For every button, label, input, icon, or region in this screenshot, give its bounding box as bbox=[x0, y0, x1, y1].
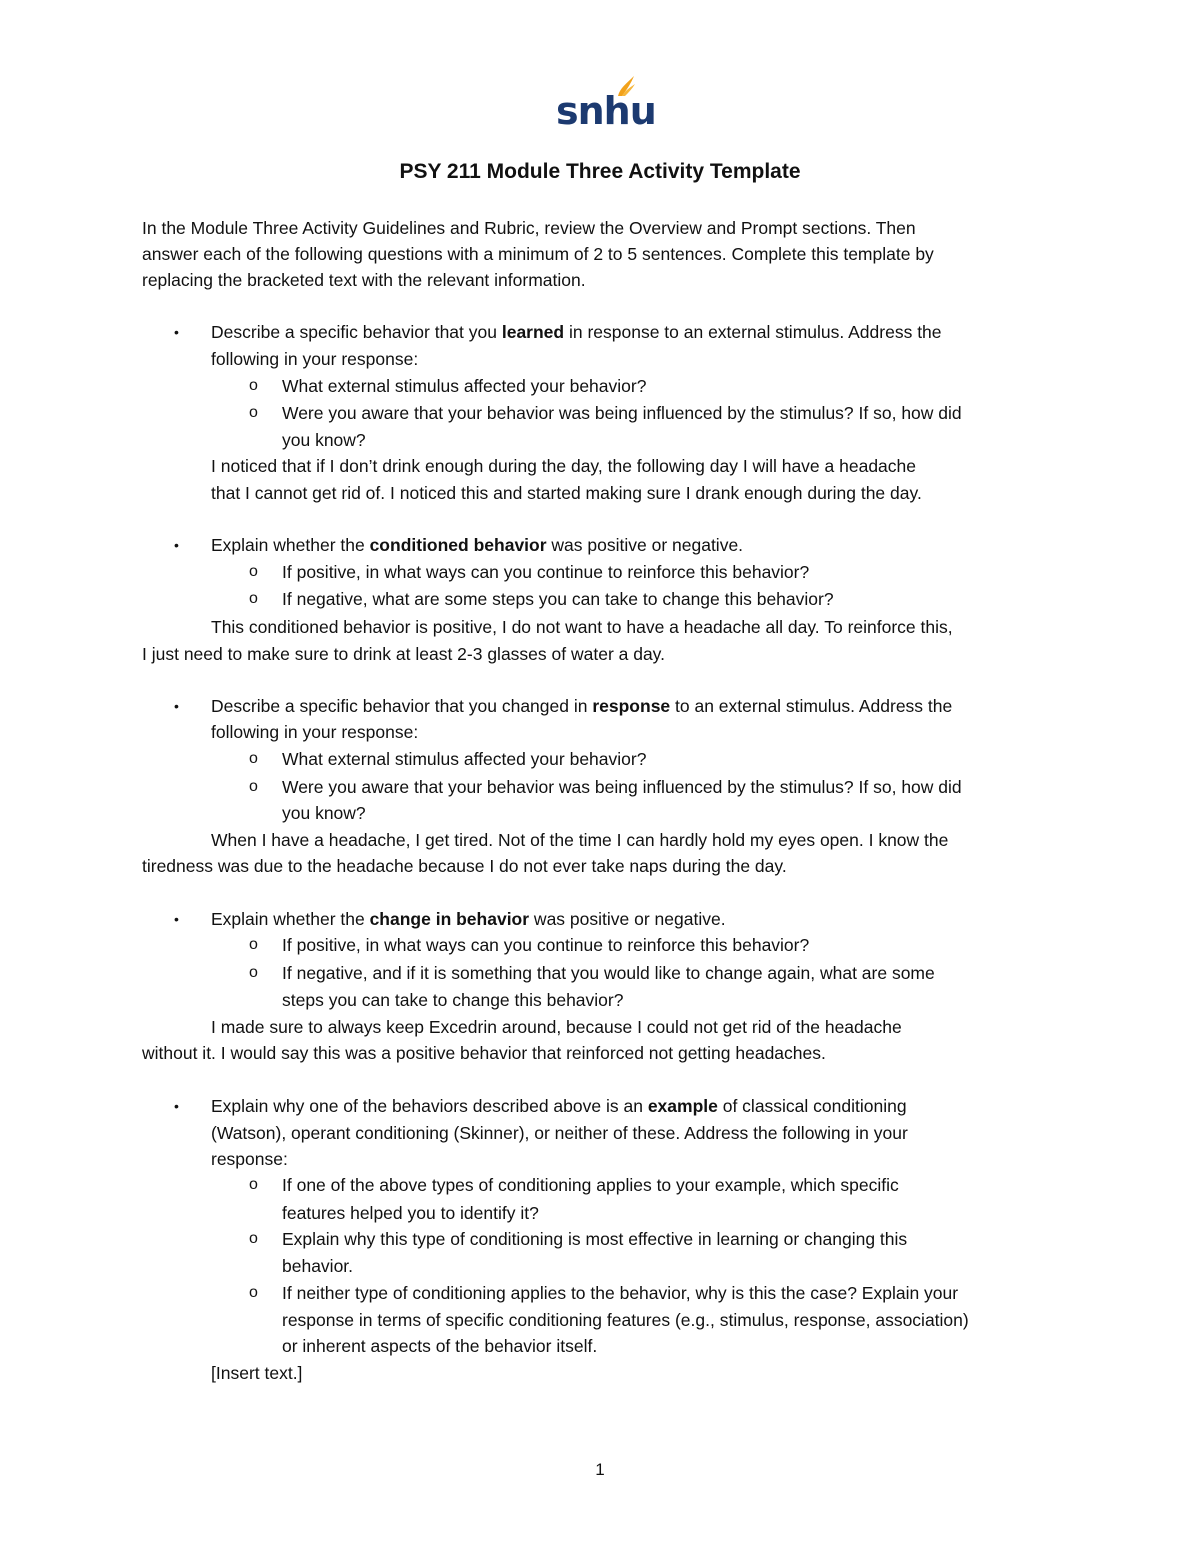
section2-answer-line-2: I just need to make sure to drink at least 2-3 glasses of water a day. bbox=[142, 644, 666, 664]
section5-prompt-line-2: (Watson), operant conditioning (Skinner), or neither of these. Address the following in your bbox=[211, 1123, 908, 1143]
bullet-icon: • bbox=[174, 1098, 179, 1114]
section4-sub-2: If negative, and if it is something that you would like to change again, what are some bbox=[282, 963, 935, 983]
section3-prompt: Describe a specific behavior that you changed in response to an external stimulus. Address the bbox=[211, 696, 953, 716]
section2-sub-1: If positive, in what ways can you continue to reinforce this behavior? bbox=[282, 562, 810, 582]
sub-bullet-marker: o bbox=[249, 778, 258, 795]
section5-answer-placeholder[interactable]: [Insert text.] bbox=[211, 1363, 303, 1383]
sub-bullet-marker: o bbox=[249, 563, 258, 580]
intro-line-3: replacing the bracketed text with the relevant information. bbox=[142, 270, 586, 290]
sub-bullet-marker: o bbox=[249, 750, 258, 767]
section3-sub-2-cont: you know? bbox=[282, 803, 366, 823]
snhu-logo bbox=[556, 74, 656, 134]
section1-answer-line-2: that I cannot get rid of. I noticed this and started making sure I drank enough during the day. bbox=[211, 483, 922, 503]
section4-prompt: Explain whether the change in behavior was positive or negative. bbox=[211, 909, 726, 929]
section5-prompt-line-3: response: bbox=[211, 1149, 288, 1169]
logo-text: snhu bbox=[556, 89, 656, 133]
section2-prompt: Explain whether the conditioned behavior was positive or negative. bbox=[211, 535, 744, 555]
section1-sub-2-cont: you know? bbox=[282, 430, 366, 450]
section3-prompt-line-2: following in your response: bbox=[211, 722, 419, 742]
section4-answer-line-2: without it. I would say this was a positive behavior that reinforced not getting headaches. bbox=[142, 1043, 826, 1063]
document-title: PSY 211 Module Three Activity Template bbox=[399, 160, 801, 183]
section4-answer-line-1: I made sure to always keep Excedrin around, because I could not get rid of the headache bbox=[211, 1017, 902, 1037]
section4-sub-2-cont: steps you can take to change this behavior? bbox=[282, 990, 624, 1010]
section2-keyword: conditioned behavior bbox=[369, 535, 547, 555]
section1-prompt: Describe a specific behavior that you learned in response to an external stimulus. Address the bbox=[211, 322, 942, 342]
section5-sub-1: If one of the above types of conditioning applies to your example, which specific bbox=[282, 1175, 899, 1195]
section5-sub-1-cont: features helped you to identify it? bbox=[282, 1203, 539, 1223]
bullet-icon: • bbox=[174, 698, 179, 714]
bullet-icon: • bbox=[174, 537, 179, 553]
section5-sub-2-cont: behavior. bbox=[282, 1256, 354, 1276]
section1-sub-1: What external stimulus affected your behavior? bbox=[282, 376, 647, 396]
section1-sub-2: Were you aware that your behavior was being influenced by the stimulus? If so, how did bbox=[282, 403, 962, 423]
sub-bullet-marker: o bbox=[249, 1176, 258, 1193]
sub-bullet-marker: o bbox=[249, 377, 258, 394]
section2-answer-line-1: This conditioned behavior is positive, I do not want to have a headache all day. To reinforce this, bbox=[211, 617, 953, 637]
section3-sub-1: What external stimulus affected your behavior? bbox=[282, 749, 647, 769]
section1-answer-line-1: I noticed that if I don’t drink enough during the day, the following day I will have a headache bbox=[211, 456, 916, 476]
section5-sub-3: If neither type of conditioning applies to the behavior, why is this the case? Explain your bbox=[282, 1283, 959, 1303]
intro-line-1: In the Module Three Activity Guidelines and Rubric, review the Overview and Prompt sections. Then bbox=[142, 218, 916, 238]
section3-keyword: response bbox=[592, 696, 671, 716]
bullet-icon: • bbox=[174, 911, 179, 927]
sub-bullet-marker: o bbox=[249, 1284, 258, 1301]
section3-answer-line-1: When I have a headache, I get tired. Not of the time I can hardly hold my eyes open. I know the bbox=[211, 830, 949, 850]
sub-bullet-marker: o bbox=[249, 936, 258, 953]
section1-prompt-line-2: following in your response: bbox=[211, 349, 419, 369]
intro-line-2: answer each of the following questions with a minimum of 2 to 5 sentences. Complete this template by bbox=[142, 244, 934, 264]
section2-sub-2: If negative, what are some steps you can take to change this behavior? bbox=[282, 589, 834, 609]
section1-keyword: learned bbox=[501, 322, 565, 342]
page-number: 1 bbox=[595, 1460, 605, 1479]
section5-keyword: example bbox=[647, 1096, 718, 1116]
sub-bullet-marker: o bbox=[249, 964, 258, 981]
section4-keyword: change in behavior bbox=[369, 909, 530, 929]
bullet-icon: • bbox=[174, 324, 179, 340]
section5-sub-3-cont-2: or inherent aspects of the behavior itself. bbox=[282, 1336, 598, 1356]
section3-answer-line-2: tiredness was due to the headache because I do not ever take naps during the day. bbox=[142, 856, 787, 876]
section3-sub-2: Were you aware that your behavior was being influenced by the stimulus? If so, how did bbox=[282, 777, 962, 797]
sub-bullet-marker: o bbox=[249, 590, 258, 607]
section5-sub-3-cont: response in terms of specific conditioning features (e.g., stimulus, response, association) bbox=[282, 1310, 969, 1330]
section5-prompt: Explain why one of the behaviors described above is an example of classical conditioning bbox=[211, 1096, 907, 1116]
section4-sub-1: If positive, in what ways can you continue to reinforce this behavior? bbox=[282, 935, 810, 955]
sub-bullet-marker: o bbox=[249, 1230, 258, 1247]
section5-sub-2: Explain why this type of conditioning is most effective in learning or changing this bbox=[282, 1229, 908, 1249]
sub-bullet-marker: o bbox=[249, 404, 258, 421]
